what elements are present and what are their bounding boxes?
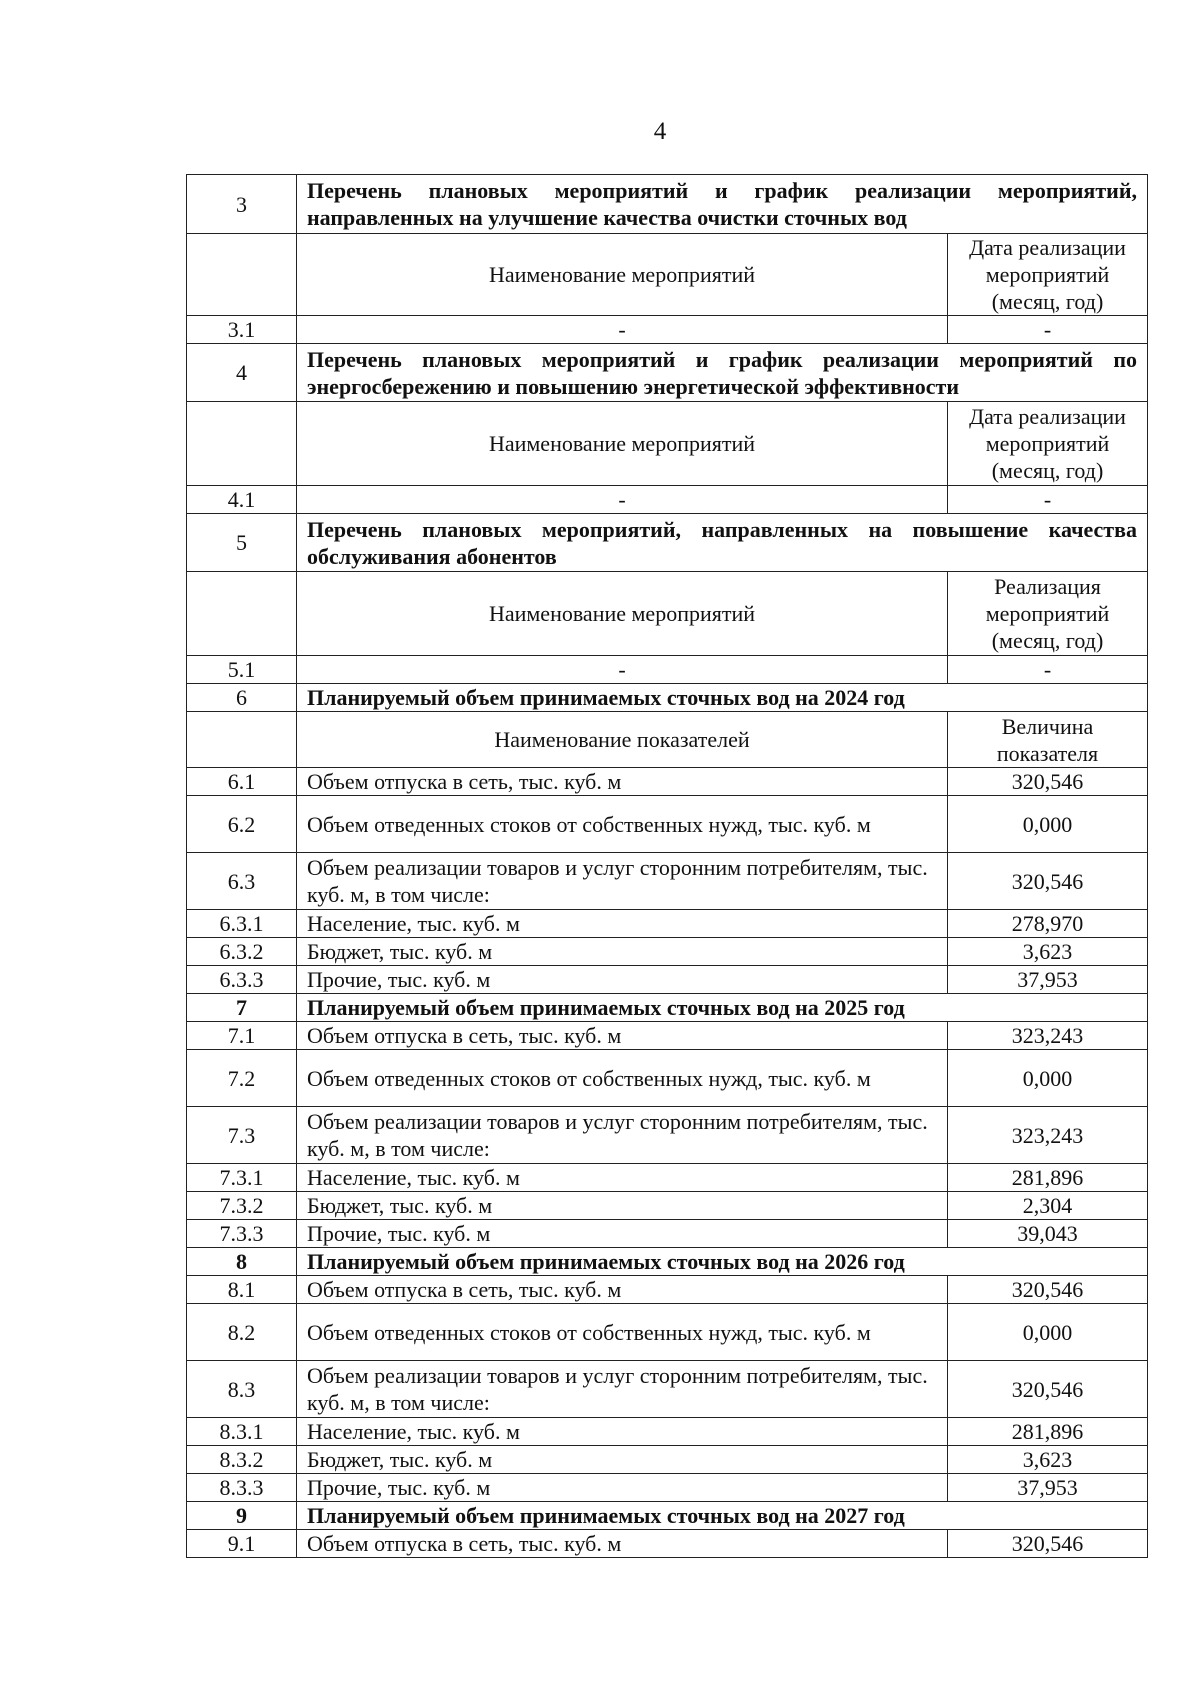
empty-cell xyxy=(187,402,297,486)
row-number: 8.2 xyxy=(187,1304,297,1361)
row-number: 6.3.2 xyxy=(187,938,297,966)
column-header-name: Наименование мероприятий xyxy=(297,402,948,486)
column-header-name: Наименование мероприятий xyxy=(297,572,948,656)
row-value: 281,896 xyxy=(948,1164,1148,1192)
table-row xyxy=(187,1530,1148,1558)
section-title: Планируемый объем принимаемых сточных вод на 2025 год xyxy=(297,994,1148,1022)
row-name: Объем отпуска в сеть, тыс. куб. м xyxy=(297,1530,948,1558)
row-name: Объем отпуска в сеть, тыс. куб. м xyxy=(297,1276,948,1304)
table-row xyxy=(187,853,1148,910)
row-value: 320,546 xyxy=(948,1361,1148,1418)
section-header-row xyxy=(187,514,1148,572)
row-number: 8.3.3 xyxy=(187,1474,297,1502)
section-title: Планируемый объем принимаемых сточных вод на 2026 год xyxy=(297,1248,1148,1276)
row-number: 7.3.3 xyxy=(187,1220,297,1248)
section-number: 9 xyxy=(187,1502,297,1530)
column-header-row xyxy=(187,234,1148,316)
row-value: 320,546 xyxy=(948,1530,1148,1558)
row-value: 320,546 xyxy=(948,768,1148,796)
row-name: Население, тыс. куб. м xyxy=(297,1418,948,1446)
empty-cell xyxy=(187,712,297,768)
table-row xyxy=(187,316,1148,344)
section-header-row xyxy=(187,684,1148,712)
row-number: 7.3 xyxy=(187,1107,297,1164)
row-number: 3.1 xyxy=(187,316,297,344)
row-number: 8.3.1 xyxy=(187,1418,297,1446)
column-header-row xyxy=(187,402,1148,486)
section-number: 7 xyxy=(187,994,297,1022)
table-row xyxy=(187,1276,1148,1304)
table-row xyxy=(187,768,1148,796)
table-row xyxy=(187,796,1148,853)
section-number: 5 xyxy=(187,514,297,572)
section-number: 6 xyxy=(187,684,297,712)
section-header-row xyxy=(187,175,1148,234)
empty-cell xyxy=(187,572,297,656)
column-header-row xyxy=(187,712,1148,768)
table-row xyxy=(187,1446,1148,1474)
row-value: - xyxy=(948,656,1148,684)
section-number: 3 xyxy=(187,175,297,234)
row-name: Бюджет, тыс. куб. м xyxy=(297,1192,948,1220)
row-number: 8.1 xyxy=(187,1276,297,1304)
column-header-name: Наименование показателей xyxy=(297,712,948,768)
page-number: 4 xyxy=(653,118,667,145)
row-name: Население, тыс. куб. м xyxy=(297,1164,948,1192)
row-value: 0,000 xyxy=(948,796,1148,853)
row-name: Объем реализации товаров и услуг сторонним потребителям, тыс. куб. м, в том числе: xyxy=(297,1361,948,1418)
table-row xyxy=(187,1474,1148,1502)
row-number: 6.3 xyxy=(187,853,297,910)
row-name: - xyxy=(297,316,948,344)
table-row xyxy=(187,938,1148,966)
row-number: 6.3.3 xyxy=(187,966,297,994)
section-title: Перечень плановых мероприятий и график реализации мероприятий по энергосбережению и повышению энергетической эффективности xyxy=(297,344,1148,402)
row-name: Бюджет, тыс. куб. м xyxy=(297,1446,948,1474)
column-header-value: Дата реализации мероприятий (месяц, год) xyxy=(948,402,1148,486)
row-value: 323,243 xyxy=(948,1107,1148,1164)
section-header-row xyxy=(187,1248,1148,1276)
section-title: Перечень плановых мероприятий и график реализации мероприятий, направленных на улучшение качества очистки сточных вод xyxy=(297,175,1148,234)
row-name: Объем отведенных стоков от собственных нужд, тыс. куб. м xyxy=(297,1304,948,1361)
table-row xyxy=(187,1050,1148,1107)
row-name: Объем реализации товаров и услуг сторонним потребителям, тыс. куб. м, в том числе: xyxy=(297,1107,948,1164)
row-name: Объем отведенных стоков от собственных нужд, тыс. куб. м xyxy=(297,796,948,853)
row-number: 7.3.1 xyxy=(187,1164,297,1192)
section-header-row xyxy=(187,994,1148,1022)
row-name: Прочие, тыс. куб. м xyxy=(297,966,948,994)
row-value: 3,623 xyxy=(948,1446,1148,1474)
row-value: 2,304 xyxy=(948,1192,1148,1220)
row-value: - xyxy=(948,486,1148,514)
row-value: 281,896 xyxy=(948,1418,1148,1446)
row-number: 7.1 xyxy=(187,1022,297,1050)
table-row xyxy=(187,656,1148,684)
row-name: Объем отпуска в сеть, тыс. куб. м xyxy=(297,768,948,796)
row-number: 7.2 xyxy=(187,1050,297,1107)
section-number: 8 xyxy=(187,1248,297,1276)
table-row xyxy=(187,1361,1148,1418)
row-value: 39,043 xyxy=(948,1220,1148,1248)
row-value: 0,000 xyxy=(948,1050,1148,1107)
row-name: Население, тыс. куб. м xyxy=(297,910,948,938)
row-value: 323,243 xyxy=(948,1022,1148,1050)
table-row xyxy=(187,1418,1148,1446)
table-row xyxy=(187,1304,1148,1361)
row-number: 4.1 xyxy=(187,486,297,514)
row-number: 5.1 xyxy=(187,656,297,684)
empty-cell xyxy=(187,234,297,316)
section-header-row xyxy=(187,1502,1148,1530)
row-value: 278,970 xyxy=(948,910,1148,938)
row-name: Прочие, тыс. куб. м xyxy=(297,1474,948,1502)
row-number: 8.3.2 xyxy=(187,1446,297,1474)
table-row xyxy=(187,1192,1148,1220)
table-row xyxy=(187,486,1148,514)
section-number: 4 xyxy=(187,344,297,402)
row-number: 6.1 xyxy=(187,768,297,796)
row-value: 320,546 xyxy=(948,853,1148,910)
row-number: 6.3.1 xyxy=(187,910,297,938)
column-header-row xyxy=(187,572,1148,656)
table-row xyxy=(187,910,1148,938)
section-title: Перечень плановых мероприятий, направленных на повышение качества обслуживания абонентов xyxy=(297,514,1148,572)
plan-table xyxy=(186,174,1148,1558)
section-title: Планируемый объем принимаемых сточных вод на 2027 год xyxy=(297,1502,1148,1530)
column-header-value: Дата реализации мероприятий (месяц, год) xyxy=(948,234,1148,316)
row-value: 0,000 xyxy=(948,1304,1148,1361)
column-header-value: Реализация мероприятий (месяц, год) xyxy=(948,572,1148,656)
section-title: Планируемый объем принимаемых сточных вод на 2024 год xyxy=(297,684,1148,712)
row-value: 3,623 xyxy=(948,938,1148,966)
row-number: 6.2 xyxy=(187,796,297,853)
row-number: 7.3.2 xyxy=(187,1192,297,1220)
row-name: Объем реализации товаров и услуг сторонним потребителям, тыс. куб. м, в том числе: xyxy=(297,853,948,910)
table-row xyxy=(187,1220,1148,1248)
section-header-row xyxy=(187,344,1148,402)
row-name: Бюджет, тыс. куб. м xyxy=(297,938,948,966)
row-name: Прочие, тыс. куб. м xyxy=(297,1220,948,1248)
row-value: 320,546 xyxy=(948,1276,1148,1304)
table-row xyxy=(187,1022,1148,1050)
row-value: 37,953 xyxy=(948,1474,1148,1502)
row-name: - xyxy=(297,656,948,684)
row-name: - xyxy=(297,486,948,514)
table-row xyxy=(187,1107,1148,1164)
column-header-value: Величина показателя xyxy=(948,712,1148,768)
table-row xyxy=(187,1164,1148,1192)
row-value: - xyxy=(948,316,1148,344)
table-row xyxy=(187,966,1148,994)
row-name: Объем отведенных стоков от собственных нужд, тыс. куб. м xyxy=(297,1050,948,1107)
column-header-name: Наименование мероприятий xyxy=(297,234,948,316)
row-value: 37,953 xyxy=(948,966,1148,994)
row-number: 9.1 xyxy=(187,1530,297,1558)
row-number: 8.3 xyxy=(187,1361,297,1418)
row-name: Объем отпуска в сеть, тыс. куб. м xyxy=(297,1022,948,1050)
